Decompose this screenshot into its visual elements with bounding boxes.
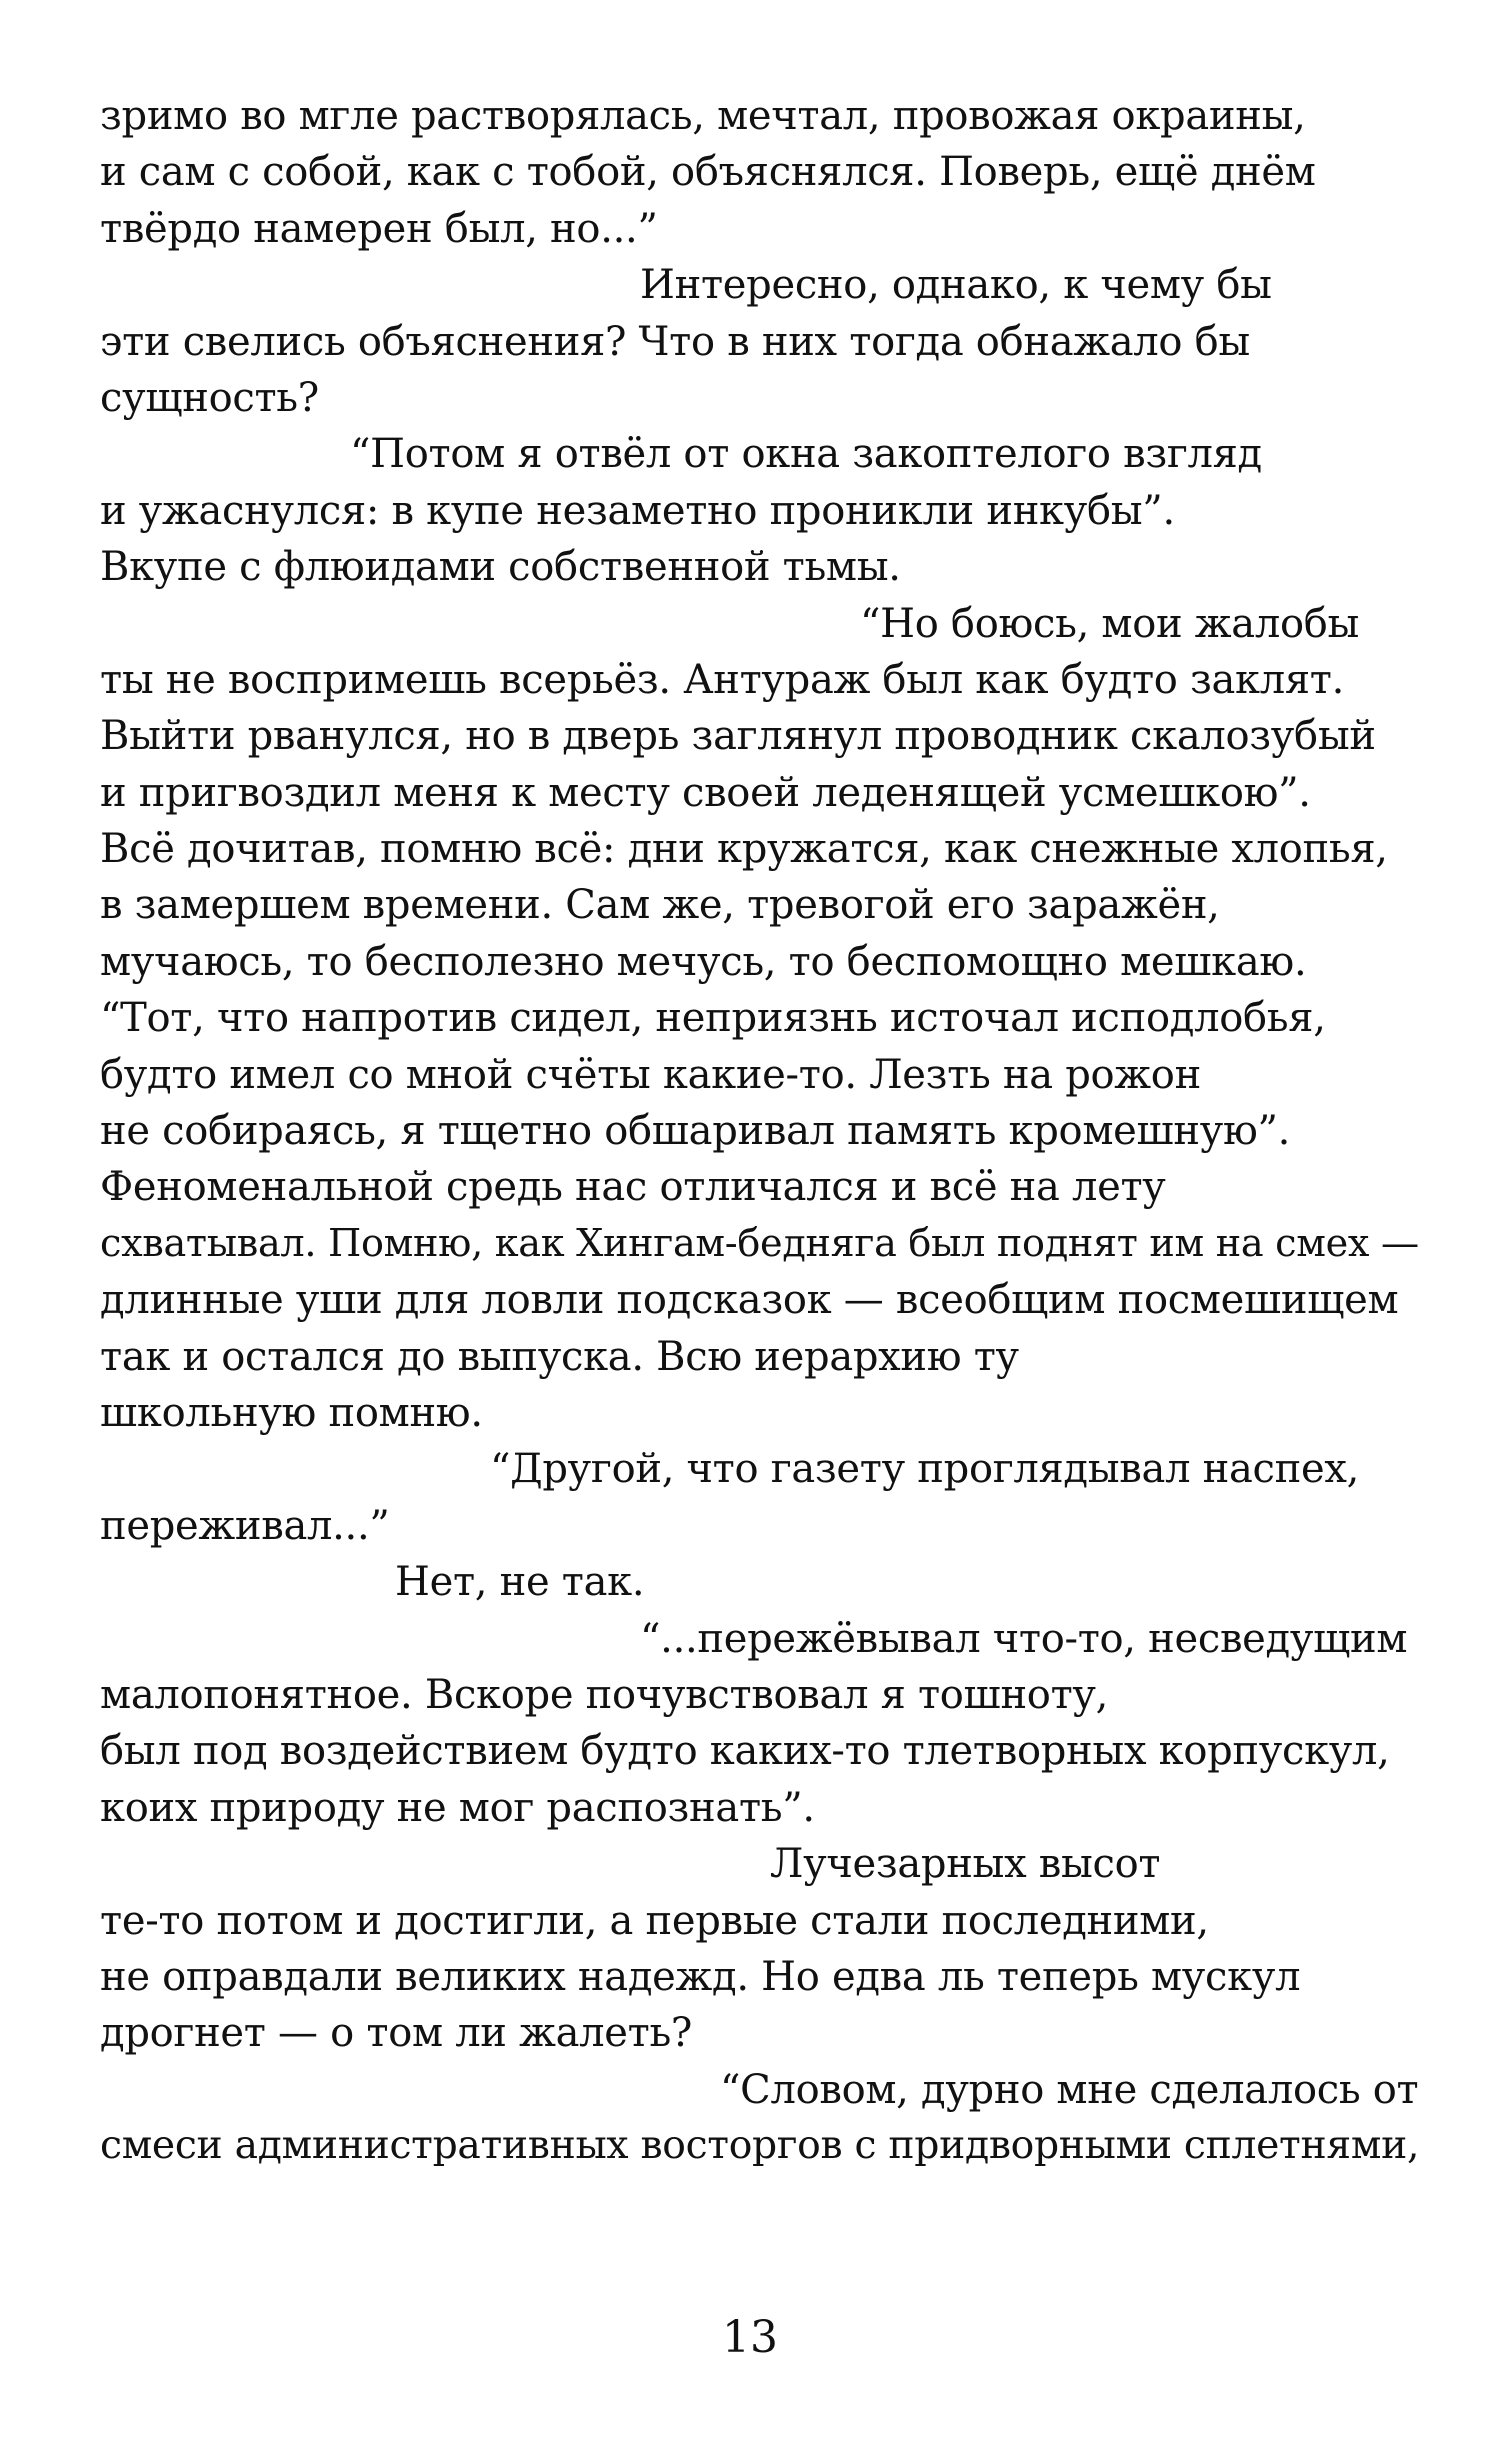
text-line: Нет, не так. (395, 1559, 645, 1606)
text-line: переживал...” (100, 1502, 390, 1549)
text-line: дрогнет — о том ли жалеть? (100, 2010, 693, 2057)
text-line: “Другой, что газету проглядывал наспех, (490, 1446, 1360, 1493)
text-line: не оправдали великих надежд. Но едва ль теперь мускул (100, 1953, 1301, 2000)
text-line: мучаюсь, то бесполезно мечусь, то беспомощно мешкаю. (100, 938, 1307, 985)
text-line: и пригвоздил меня к месту своей леденящей усмешкою”. (100, 769, 1311, 816)
text-line: Интересно, однако, к чему бы (640, 262, 1272, 309)
text-line: был под воздействием будто каких-то тлетворных корпускул, (100, 1728, 1390, 1775)
text-line: “Потом я отвёл от окна закоптелого взгляд (350, 431, 1262, 478)
text-line: схватывал. Помню, как Хингам-бедняга был поднят им на смех — (100, 1221, 1419, 1266)
text-line: малопонятное. Вскоре почувствовал я тошноту, (100, 1671, 1109, 1718)
text-line: так и остался до выпуска. Всю иерархию ту (100, 1333, 1019, 1380)
text-line: “Словом, дурно мне сделалось от (720, 2066, 1419, 2113)
page-number: 13 (722, 2312, 778, 2363)
text-line: ты не воспримешь всерьёз. Антураж был как будто заклят. (100, 656, 1345, 703)
text-line: не собираясь, я тщетно обшаривал память кромешную”. (100, 1108, 1291, 1155)
text-line: школьную помню. (100, 1389, 483, 1436)
text-line: и ужаснулся: в купе незаметно проникли инкубы”. (100, 487, 1175, 534)
text-line: в замершем времени. Сам же, тревогой его заражён, (100, 882, 1220, 929)
text-line: будто имел со мной счёты какие-то. Лезть на рожон (100, 1051, 1201, 1098)
text-line: и сам с собой, как с тобой, объяснялся. Поверь, ещё днём (100, 149, 1316, 196)
text-line: коих природу не мог распознать”. (100, 1784, 815, 1831)
text-line: эти свелись объяснения? Что в них тогда обнажало бы (100, 318, 1250, 365)
text-line: “...пережёвывал что-то, несведущим (640, 1615, 1408, 1662)
text-line: зримо во мгле растворялась, мечтал, провожая окраины, (100, 93, 1306, 139)
text-line: Всё дочитав, помню всё: дни кружатся, как снежные хлопья, (100, 826, 1388, 873)
text-line: сущность? (100, 374, 319, 421)
text-line: “Но боюсь, мои жалобы (860, 600, 1360, 647)
text-line: твёрдо намерен был, но...” (100, 205, 658, 252)
poem-text (100, 88, 1420, 2174)
text-line: Феноменальной средь нас отличался и всё на лету (100, 1164, 1166, 1211)
text-line: длинные уши для ловли подсказок — всеобщим посмешищем (100, 1277, 1399, 1324)
text-line: Выйти рванулся, но в дверь заглянул проводник скалозубый (100, 713, 1376, 760)
text-line: смеси административных восторгов с придворными сплетнями, (100, 2123, 1420, 2169)
text-line: Вкупе с флюидами собственной тьмы. (100, 544, 901, 591)
text-line: “Тот, что напротив сидел, неприязнь источал исподлобья, (100, 995, 1326, 1042)
text-line: те-то потом и достигли, а первые стали последними, (100, 1897, 1209, 1944)
text-line: Лучезарных высот (770, 1841, 1161, 1888)
